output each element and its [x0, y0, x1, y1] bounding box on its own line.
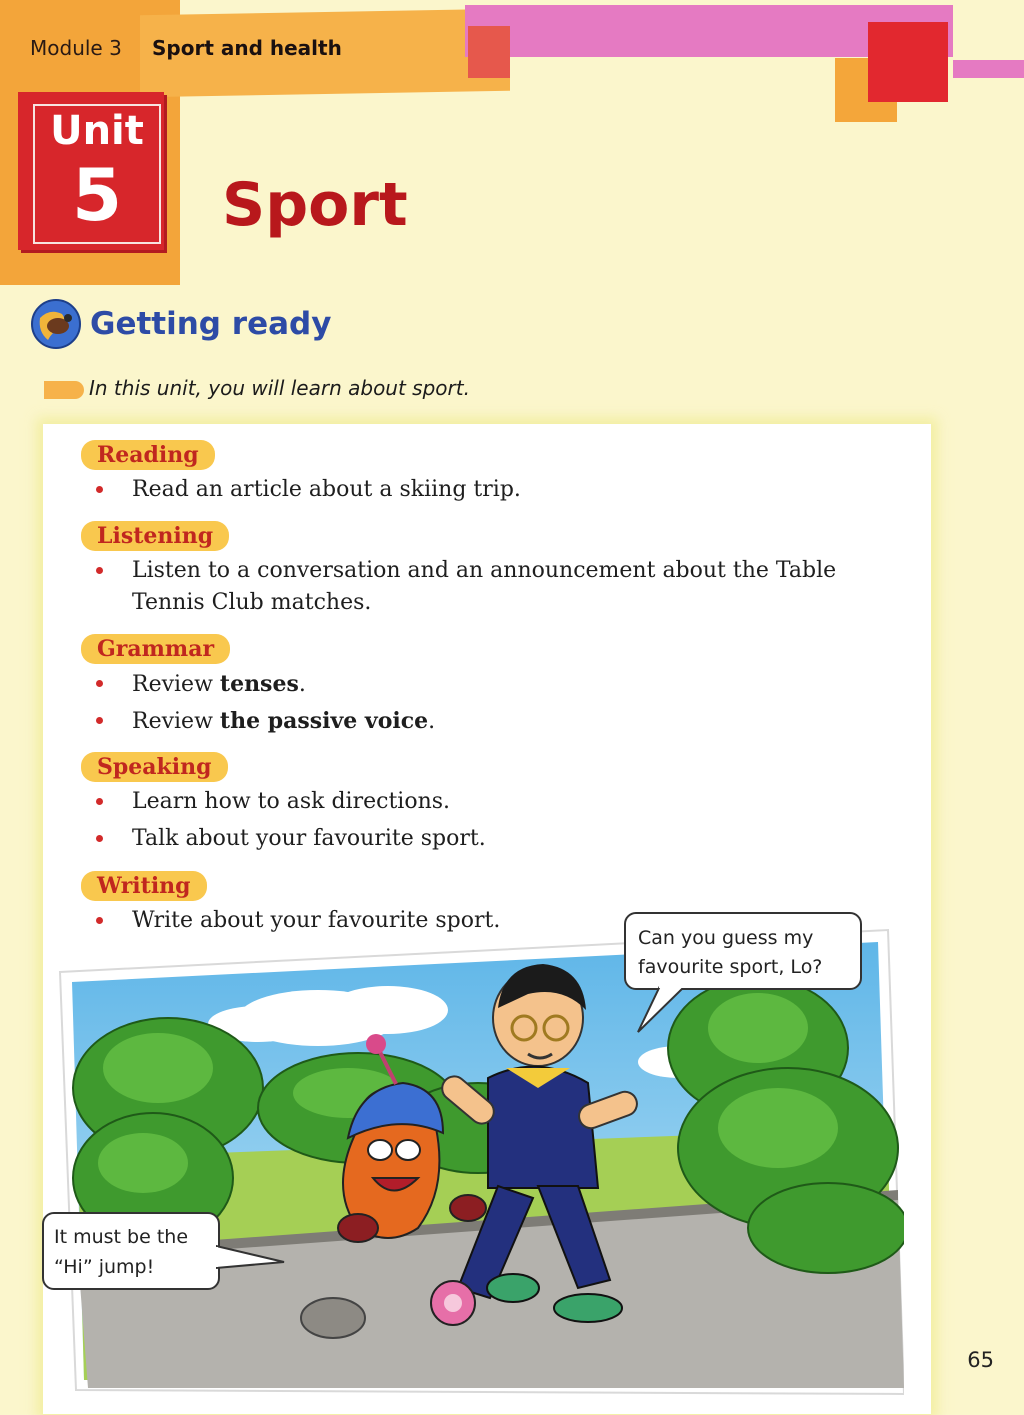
- rock-icon: [301, 1298, 365, 1338]
- section-heading: Getting ready: [90, 306, 332, 342]
- page-number: 65: [967, 1348, 994, 1372]
- speech-bubble-tail: [216, 1238, 286, 1278]
- bullet: [96, 917, 103, 924]
- pill-speaking: Speaking: [81, 752, 228, 782]
- module-label: Module 3: [30, 36, 122, 60]
- unit-word: Unit: [50, 108, 144, 154]
- bullet: [96, 486, 103, 493]
- globe-icon: [30, 298, 82, 350]
- bullet: [96, 680, 103, 687]
- bubble-boy-text: Can you guess my favourite sport, Lo?: [638, 927, 823, 978]
- header-pink-bar-right: [953, 60, 1024, 78]
- grammar-item-2: Review the passive voice.: [132, 708, 436, 734]
- pill-listening: Listening: [81, 521, 229, 551]
- pill-reading: Reading: [81, 440, 215, 470]
- grammar-item-1: Review tenses.: [132, 671, 306, 697]
- listening-item-1-cont: Tennis Club matches.: [132, 590, 372, 615]
- bubble-robot-text: It must be the “Hi” jump!: [54, 1226, 189, 1278]
- speaking-item-1: Learn how to ask directions.: [132, 789, 451, 814]
- speech-bubble-tail: [630, 986, 700, 1036]
- unit-title: Sport: [222, 170, 408, 240]
- park-illustration: [58, 928, 904, 1398]
- listening-item-1: Listen to a conversation and an announcement about the Table: [132, 558, 837, 583]
- unit-number: 5: [71, 153, 123, 237]
- reading-item-1: Read an article about a skiing trip.: [132, 477, 521, 502]
- bullet: [96, 835, 103, 842]
- bullet: [96, 567, 103, 574]
- header-red-square: [468, 26, 510, 78]
- writing-item-1: Write about your favourite sport.: [132, 908, 501, 933]
- intro-marker: [44, 381, 84, 399]
- pill-grammar: Grammar: [81, 634, 230, 664]
- module-title: Sport and health: [152, 36, 342, 60]
- intro-text: In this unit, you will learn about sport.: [89, 376, 470, 400]
- bullet: [96, 798, 103, 805]
- pill-writing: Writing: [81, 871, 207, 901]
- speaking-item-2: Talk about your favourite sport.: [132, 826, 486, 851]
- bullet: [96, 717, 103, 724]
- header-red-square-right: [868, 22, 948, 102]
